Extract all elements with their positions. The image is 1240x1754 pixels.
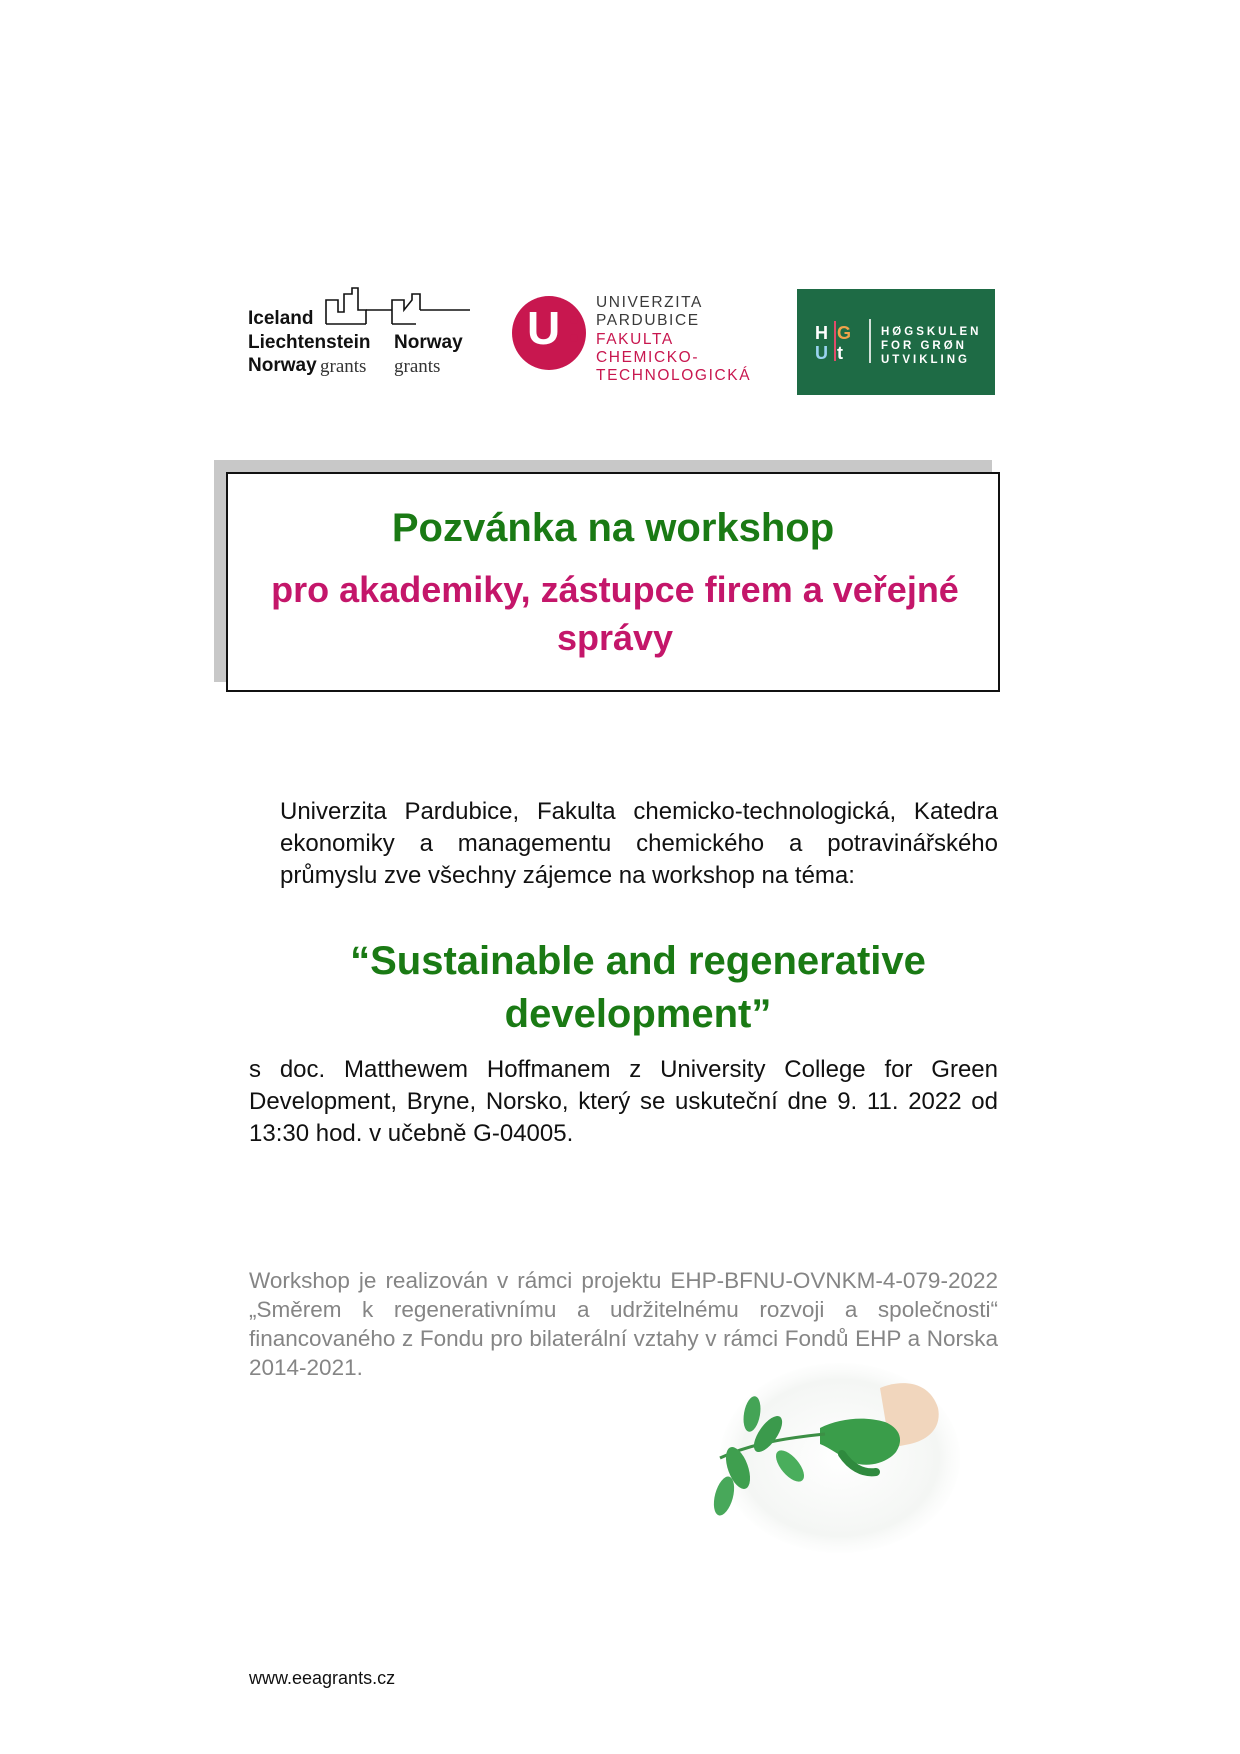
eea-logo-grants-2: grants bbox=[394, 356, 441, 377]
svg-text:G: G bbox=[837, 323, 852, 343]
upce-circle-icon: U bbox=[512, 296, 586, 370]
eea-logo-liechtenstein: Liechtenstein bbox=[248, 332, 371, 353]
project-note: Workshop je realizován v rámci projektu EHP-BFNU-OVNKM-4-079-2022 „Směrem k regenerativnímu a udržitelnému rozvoji a společnosti“ financovaného z Fondu pro bilaterální vztahy v rámci Fondů EHP a Norska 2014-2021. bbox=[249, 1268, 998, 1380]
svg-text:t: t bbox=[837, 343, 843, 363]
upce-line-pardubice: PARDUBICE bbox=[596, 312, 700, 329]
footer-url: www.eeagrants.cz bbox=[249, 1668, 396, 1688]
hogskulen-logo bbox=[797, 289, 995, 395]
hogskulen-line-1: HØGSKULEN bbox=[881, 326, 982, 338]
svg-text:U: U bbox=[815, 343, 828, 363]
eea-logo-iceland: Iceland bbox=[248, 308, 314, 329]
upce-line-chemicko: CHEMICKO- bbox=[596, 349, 700, 366]
svg-text:H: H bbox=[815, 323, 828, 343]
eea-skyline-icon bbox=[324, 286, 470, 326]
invitation-subtitle: pro akademiky, zástupce firem a veřejné správy bbox=[271, 569, 959, 658]
hogskulen-line-3: UTVIKLING bbox=[881, 354, 970, 366]
eea-logo-norway-bold: Norway bbox=[248, 355, 317, 376]
upce-line-technologicka: TECHNOLOGICKÁ bbox=[596, 367, 752, 384]
upce-line-univerzita: UNIVERZITA bbox=[596, 294, 703, 311]
upce-fct-logo bbox=[512, 294, 752, 390]
eea-logo-norway: Norway bbox=[394, 332, 463, 353]
intro-paragraph: Univerzita Pardubice, Fakulta chemicko-technologická, Katedra ekonomiky a managementu chemického a potravinářského průmyslu zve všechny zájemce na workshop na téma: bbox=[280, 798, 998, 889]
invitation-title: Pozvánka na workshop bbox=[391, 506, 835, 550]
hogskulen-mark-icon bbox=[813, 319, 857, 363]
upce-line-fakulta: FAKULTA bbox=[596, 331, 674, 348]
eea-norway-grants-logo bbox=[248, 286, 470, 382]
speaker-paragraph: s doc. Matthewem Hoffmanem z University College for Green Development, Bryne, Norsko, který se uskuteční dne 9. 11. 2022 od 13:30 hod. v učebně G-04005. bbox=[249, 1056, 998, 1147]
eea-logo-grants-1: grants bbox=[320, 356, 367, 377]
hand-with-plant-image bbox=[690, 1348, 960, 1558]
workshop-topic: “Sustainable and regenerative development” bbox=[350, 939, 926, 1036]
hogskulen-line-2: FOR GRØN bbox=[881, 340, 967, 352]
